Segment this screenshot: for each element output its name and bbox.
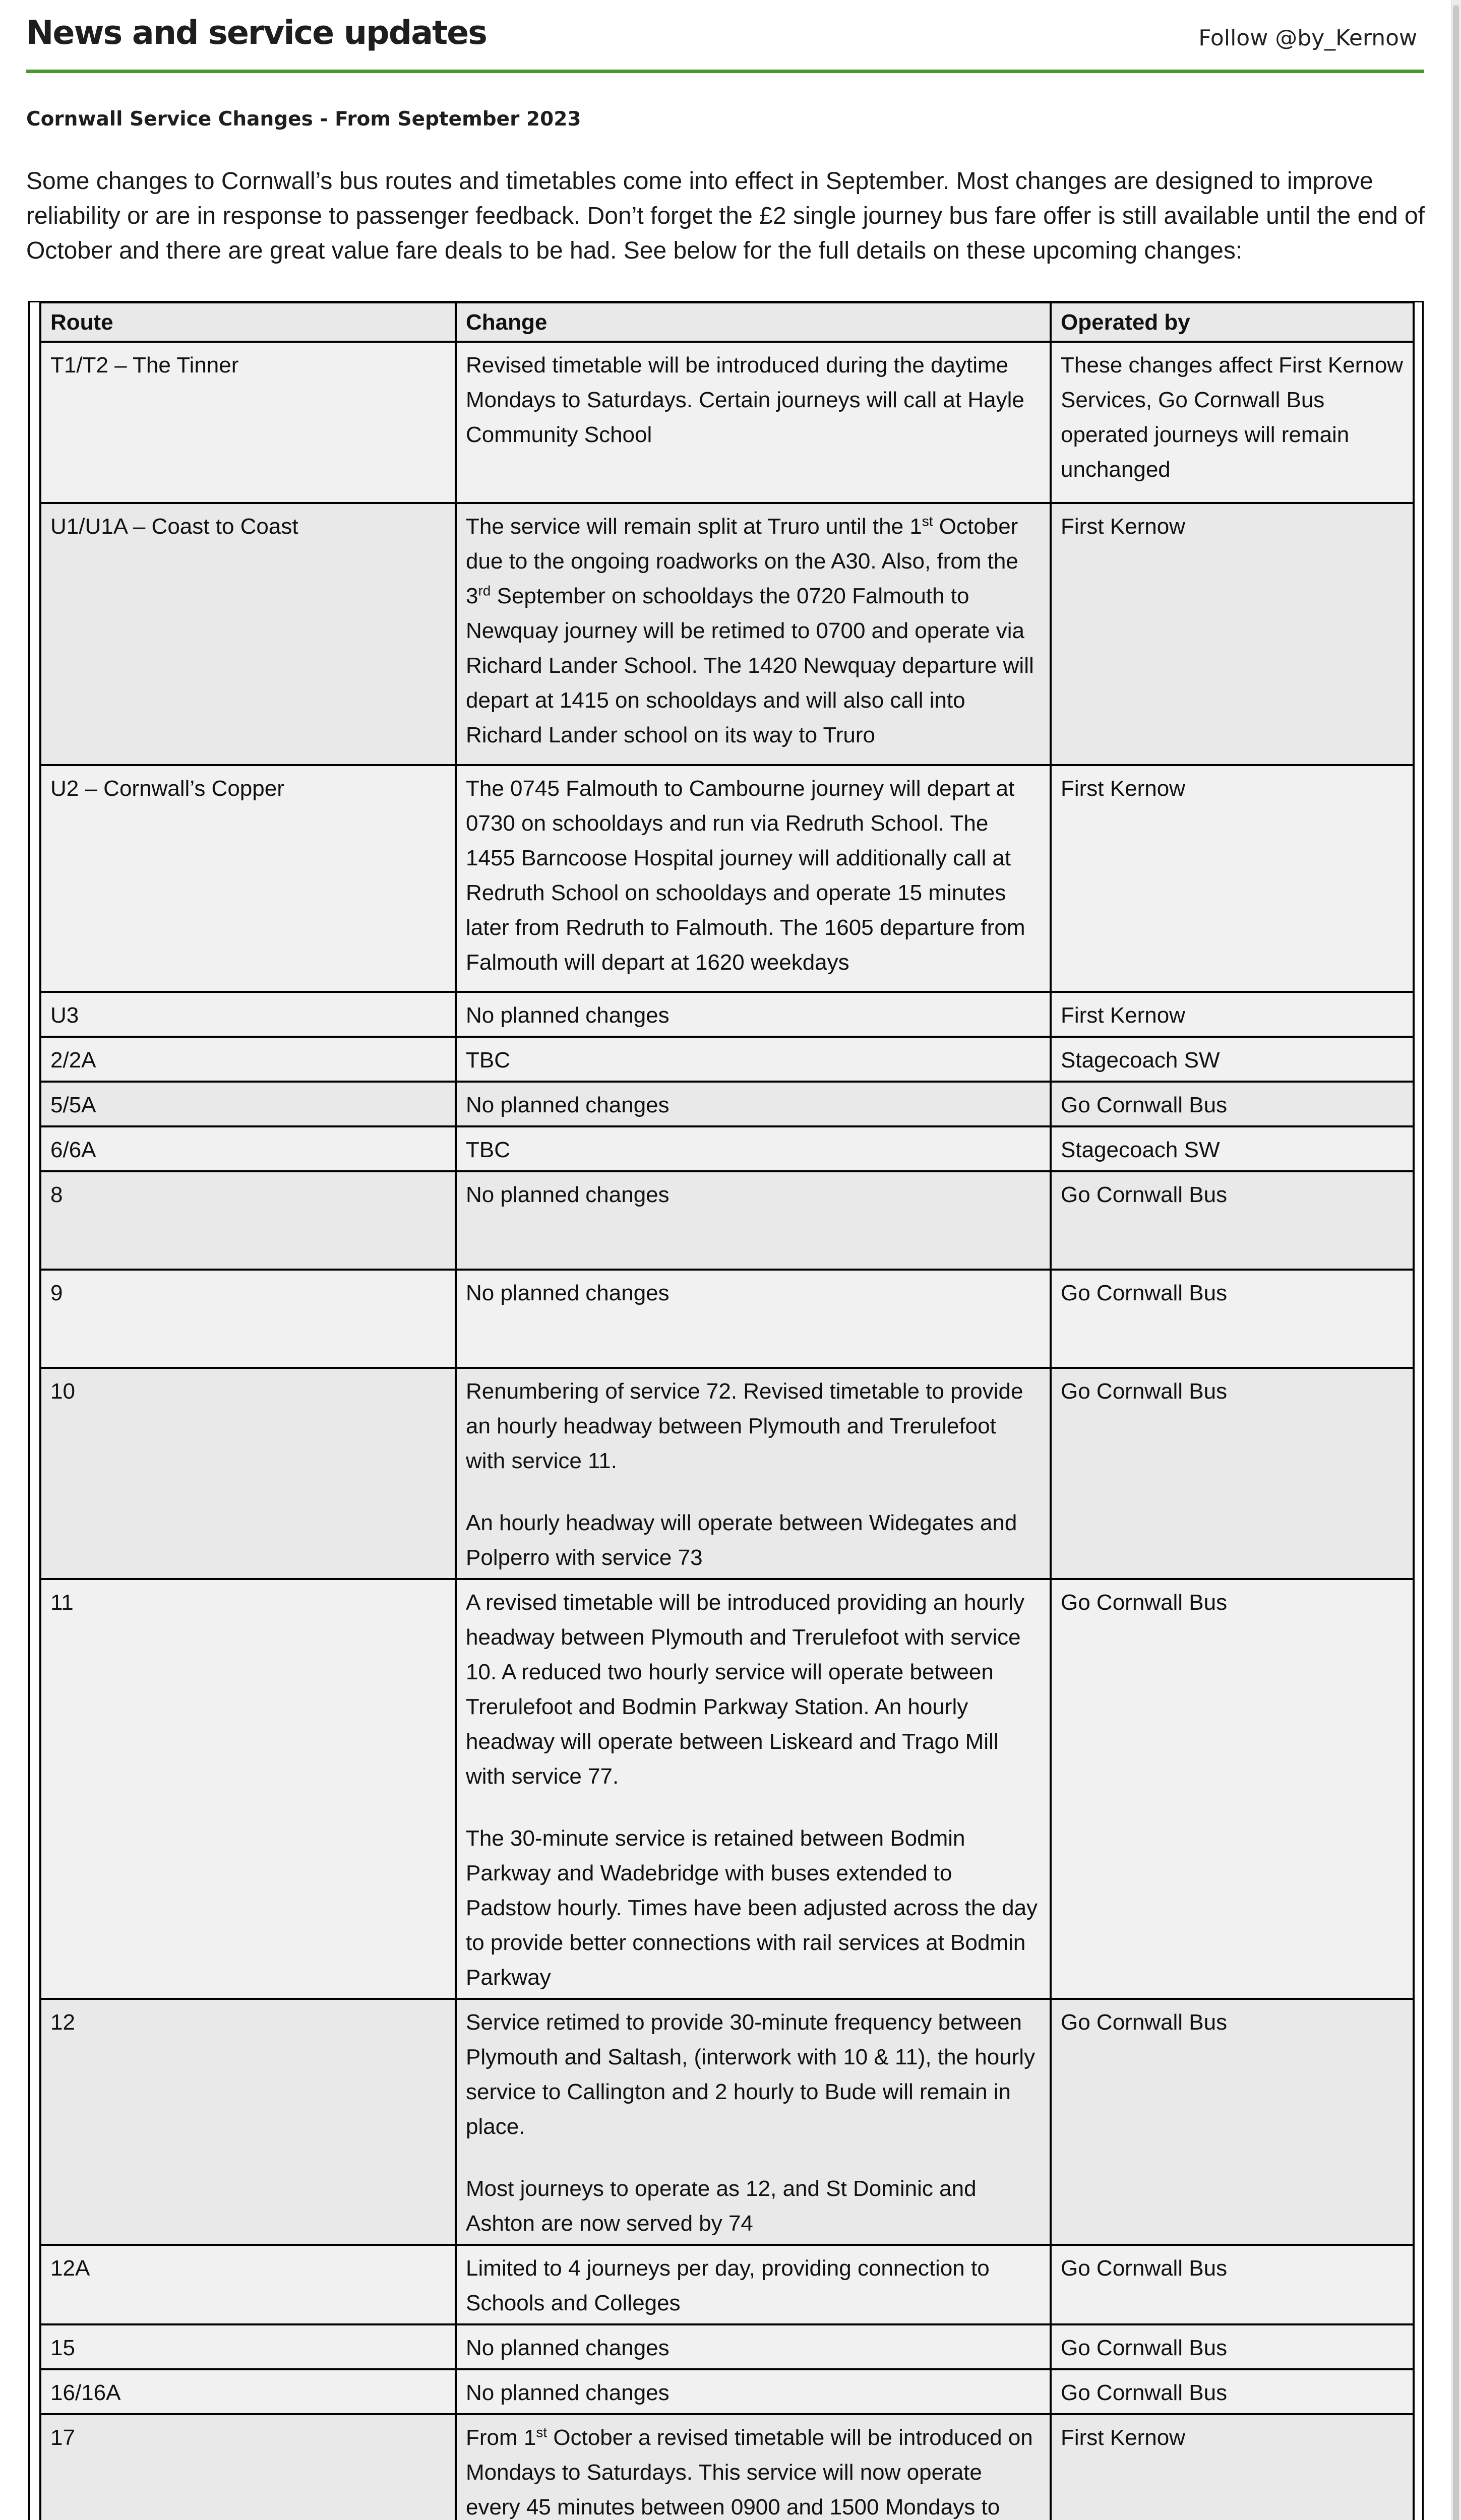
- route-cell: 2/2A: [40, 1037, 456, 1082]
- operator-cell: First Kernow: [1051, 992, 1414, 1037]
- change-text: October due to the ongoing roadworks on the A30. Also, from the 3: [466, 514, 1018, 608]
- table-row: [40, 765, 1414, 992]
- operator-cell: Go Cornwall Bus: [1051, 1999, 1414, 2245]
- service-changes-table: [39, 301, 1415, 2520]
- change-cell: No planned changes: [456, 1171, 1051, 1270]
- table-header-row: [40, 302, 1414, 342]
- change-cell: No planned changes: [456, 2369, 1051, 2414]
- table-row: [40, 503, 1414, 765]
- operator-cell: First Kernow: [1051, 765, 1414, 992]
- table-row: [40, 1171, 1414, 1270]
- operator-cell: These changes affect First Kernow Services, Go Cornwall Bus operated journeys will remain unchanged: [1051, 342, 1414, 503]
- operator-cell: Stagecoach SW: [1051, 1126, 1414, 1171]
- route-cell: 12: [40, 1999, 456, 2245]
- page-title: News and service updates: [26, 14, 486, 52]
- operator-cell: Go Cornwall Bus: [1051, 1368, 1414, 1579]
- change-cell: [456, 503, 1051, 765]
- article-intro: Some changes to Cornwall’s bus routes and timetables come into effect in September. Most changes are designed to improve reliability or are in response to passenger feedback. Don’t forget the £2 single journey bus fare offer is still available until the end of October and there are great value fare deals to be had. See below for the full details on these upcoming changes:: [26, 168, 1425, 264]
- change-paragraph: An hourly headway will operate between Widegates and Polperro with service 73: [466, 1510, 1017, 1570]
- change-cell: The 0745 Falmouth to Cambourne journey will depart at 0730 on schooldays and run via Redruth School. The 1455 Barncoose Hospital journey will additionally call at Redruth School on schooldays and operate 15 minutes later from Redruth to Falmouth. The 1605 departure from Falmouth will depart at 1620 weekdays: [456, 765, 1051, 992]
- route-cell: 16/16A: [40, 2369, 456, 2414]
- change-text: September on schooldays the 0720 Falmouth to Newquay journey will be retimed to 0700 and operate via Richard Lander School. The 1420 Newquay departure will depart at 1415 on schooldays and will also call into Richard Lander school on its way to Truro: [466, 584, 1034, 747]
- operator-column-header: Operated by: [1051, 302, 1414, 342]
- table-row: [40, 1270, 1414, 1368]
- follow-twitter-link[interactable]: Follow @by_Kernow: [1198, 25, 1417, 51]
- operator-cell: First Kernow: [1051, 503, 1414, 765]
- news-header: [26, 0, 1424, 73]
- ordinal-suffix: st: [536, 2424, 547, 2440]
- route-cell: 8: [40, 1171, 456, 1270]
- operator-cell: Go Cornwall Bus: [1051, 2324, 1414, 2369]
- change-cell: No planned changes: [456, 2324, 1051, 2369]
- article-subtitle: Cornwall Service Changes - From September 2023: [26, 108, 581, 131]
- operator-cell: Go Cornwall Bus: [1051, 2245, 1414, 2324]
- change-paragraph: A revised timetable will be introduced providing an hourly headway between Plymouth and Trerulefoot with service 10. A reduced two hourly service will operate between Trerulefoot and Bodmin Parkway Station. An hourly headway will operate between Liskeard and Trago Mill with service 77.: [466, 1590, 1024, 1789]
- route-cell: U1/U1A – Coast to Coast: [40, 503, 456, 765]
- operator-cell: Stagecoach SW: [1051, 1037, 1414, 1082]
- operator-cell: Go Cornwall Bus: [1051, 1082, 1414, 1126]
- change-paragraph: Renumbering of service 72. Revised timetable to provide an hourly headway between Plymouth and Trerulefoot with service 11.: [466, 1379, 1023, 1473]
- change-text: October a revised timetable will be introduced on Mondays to Saturdays. This service will now operate every 45 minutes between 0900 and 1500 Mondays to: [466, 2425, 1033, 2519]
- operator-cell: Go Cornwall Bus: [1051, 2369, 1414, 2414]
- change-cell: Revised timetable will be introduced during the daytime Mondays to Saturdays. Certain journeys will call at Hayle Community School: [456, 342, 1051, 503]
- route-cell: 17: [40, 2414, 456, 2520]
- change-cell: No planned changes: [456, 1082, 1051, 1126]
- route-cell: T1/T2 – The Tinner: [40, 342, 456, 503]
- scrollbar-thumb[interactable]: [1453, 5, 1459, 2520]
- operator-cell: Go Cornwall Bus: [1051, 1270, 1414, 1368]
- operator-cell: Go Cornwall Bus: [1051, 1171, 1414, 1270]
- route-column-header: Route: [40, 302, 456, 342]
- route-cell: 10: [40, 1368, 456, 1579]
- route-cell: U2 – Cornwall’s Copper: [40, 765, 456, 992]
- change-cell: No planned changes: [456, 1270, 1051, 1368]
- change-text: The service will remain split at Truro until the 1: [466, 514, 922, 539]
- operator-cell: First Kernow: [1051, 2414, 1414, 2520]
- route-cell: 9: [40, 1270, 456, 1368]
- change-text: From 1: [466, 2425, 536, 2450]
- route-cell: U3: [40, 992, 456, 1037]
- route-cell: 11: [40, 1579, 456, 1999]
- ordinal-suffix: st: [922, 513, 933, 529]
- table-row: [40, 1368, 1414, 1579]
- change-paragraph: Service retimed to provide 30-minute frequency between Plymouth and Saltash, (interwork with 10 & 11), the hourly service to Callington and 2 hourly to Bude will remain in place.: [466, 2010, 1036, 2139]
- change-column-header: Change: [456, 302, 1051, 342]
- table-row: [40, 2414, 1414, 2520]
- change-cell: TBC: [456, 1126, 1051, 1171]
- change-cell: [456, 2414, 1051, 2520]
- route-cell: 15: [40, 2324, 456, 2369]
- paragraph-gap: [466, 1478, 1042, 1505]
- paragraph-gap: [466, 2144, 1042, 2171]
- table-row: [40, 1999, 1414, 2245]
- table-row: [40, 2245, 1414, 2324]
- change-paragraph: Most journeys to operate as 12, and St Dominic and Ashton are now served by 74: [466, 2176, 977, 2236]
- route-cell: 6/6A: [40, 1126, 456, 1171]
- paragraph-gap: [466, 1794, 1042, 1821]
- operator-cell: Go Cornwall Bus: [1051, 1579, 1414, 1999]
- change-cell: [456, 1999, 1051, 2245]
- change-cell: Limited to 4 journeys per day, providing connection to Schools and Colleges: [456, 2245, 1051, 2324]
- table-row: [40, 1082, 1414, 1126]
- change-paragraph: The 30-minute service is retained between Bodmin Parkway and Wadebridge with buses extended to Padstow hourly. Times have been adjusted across the day to provide better connections with rail services at Bodmin Parkway: [466, 1826, 1038, 1990]
- table-row: [40, 2324, 1414, 2369]
- table-row: [40, 1579, 1414, 1999]
- change-cell: [456, 1579, 1051, 1999]
- table-row: [40, 1126, 1414, 1171]
- change-cell: TBC: [456, 1037, 1051, 1082]
- change-cell: No planned changes: [456, 992, 1051, 1037]
- table-row: [40, 342, 1414, 503]
- route-cell: 12A: [40, 2245, 456, 2324]
- table-row: [40, 2369, 1414, 2414]
- route-cell: 5/5A: [40, 1082, 456, 1126]
- ordinal-suffix: rd: [478, 583, 491, 599]
- table-row: [40, 1037, 1414, 1082]
- change-cell: [456, 1368, 1051, 1579]
- table-row: [40, 992, 1414, 1037]
